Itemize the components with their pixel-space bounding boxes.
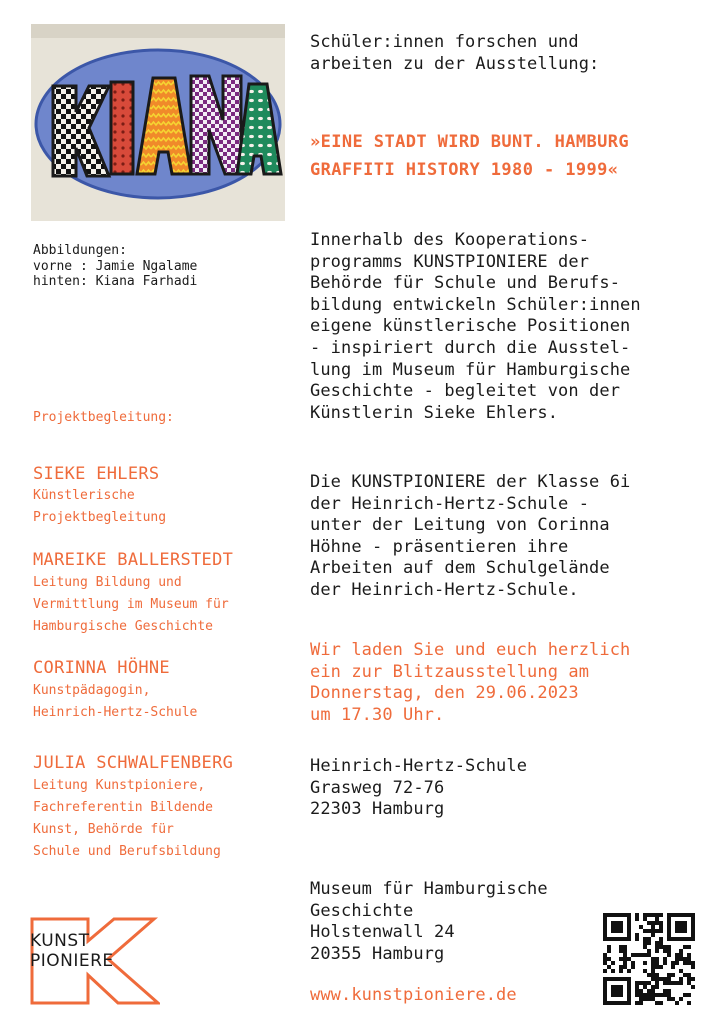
credits-back: hinten: Kiana Farhadi xyxy=(33,274,198,289)
credits-label: Abbildungen: xyxy=(33,243,127,258)
kunstpioniere-logo xyxy=(30,917,160,1005)
role-line: Schule und Berufsbildung xyxy=(33,844,221,859)
role-line: Kunst, Behörde für xyxy=(33,822,174,837)
role-line: Künstlerische xyxy=(33,488,135,503)
exhibition-title: »EINE STADT WIRD BUNT. HAMBURG GRAFFITI HISTORY 1980 - 1999« xyxy=(310,132,630,180)
artwork-image xyxy=(31,24,285,221)
program-paragraph: Innerhalb des Kooperations- programms KUNSTPIONIERE der Behörde für Schule und Berufs- bildung entwickeln Schüler:innen eigene künstlerische Positionen - inspiriert durch die Ausstel- lung im Museum für Hamburgische Geschichte - begleitet von der Künstlerin Sieke Ehlers. xyxy=(310,230,641,423)
image-credits xyxy=(33,243,197,290)
graffiti-drawing xyxy=(31,24,285,221)
intro-text: Schüler:innen forschen und arbeiten zu der Ausstellung: xyxy=(310,32,600,74)
person-name: CORINNA HÖHNE xyxy=(33,658,170,678)
person-julia-schwalfenberg xyxy=(33,753,295,863)
role-line: Vermittlung im Museum für xyxy=(33,597,229,612)
role-line: Heinrich-Hertz-Schule xyxy=(33,705,198,720)
person-role xyxy=(33,680,295,724)
logo-text-line2: PIONIERE xyxy=(30,951,114,971)
project-support-label: Projektbegleitung: xyxy=(33,410,174,425)
person-mareike-ballerstedt xyxy=(33,550,295,638)
person-name: SIEKE EHLERS xyxy=(33,464,160,484)
museum-address: Museum für Hamburgische Geschichte Holstenwall 24 20355 Hamburg xyxy=(310,879,548,964)
person-role xyxy=(33,485,295,529)
invitation-text: Wir laden Sie und euch herzlich ein zur Blitzausstellung am Donnerstag, den 29.06.2023 um 17.30 Uhr. xyxy=(310,640,631,725)
role-line: Leitung Bildung und xyxy=(33,575,182,590)
qr-code[interactable] xyxy=(603,913,695,1005)
role-line: Projektbegleitung xyxy=(33,510,167,525)
role-line: Leitung Kunstpioniere, xyxy=(33,778,206,793)
school-address: Heinrich-Hertz-Schule Grasweg 72-76 22303 Hamburg xyxy=(310,756,528,820)
website-link[interactable]: www.kunstpioniere.de xyxy=(310,985,517,1005)
person-sieke-ehlers xyxy=(33,464,295,529)
person-name: JULIA SCHWALFENBERG xyxy=(33,753,234,773)
role-line: Fachreferentin Bildende xyxy=(33,800,214,815)
class-paragraph: Die KUNSTPIONIERE der Klasse 6i der Heinrich-Hertz-Schule - unter der Leitung von Corinna Höhne - präsentieren ihre Arbeiten auf dem Schulgelände der Heinrich-Hertz-Schule. xyxy=(310,472,631,600)
qr-code-graphic xyxy=(603,913,695,1005)
role-line: Hamburgische Geschichte xyxy=(33,619,214,634)
credits-front: vorne : Jamie Ngalame xyxy=(33,258,198,274)
person-corinna-hoehne xyxy=(33,658,295,724)
person-name: MAREIKE BALLERSTEDT xyxy=(33,550,234,570)
logo-text-line1: KUNST xyxy=(30,931,90,951)
role-line: Kunstpädagogin, xyxy=(33,683,151,698)
person-role xyxy=(33,775,295,863)
person-role xyxy=(33,572,295,638)
